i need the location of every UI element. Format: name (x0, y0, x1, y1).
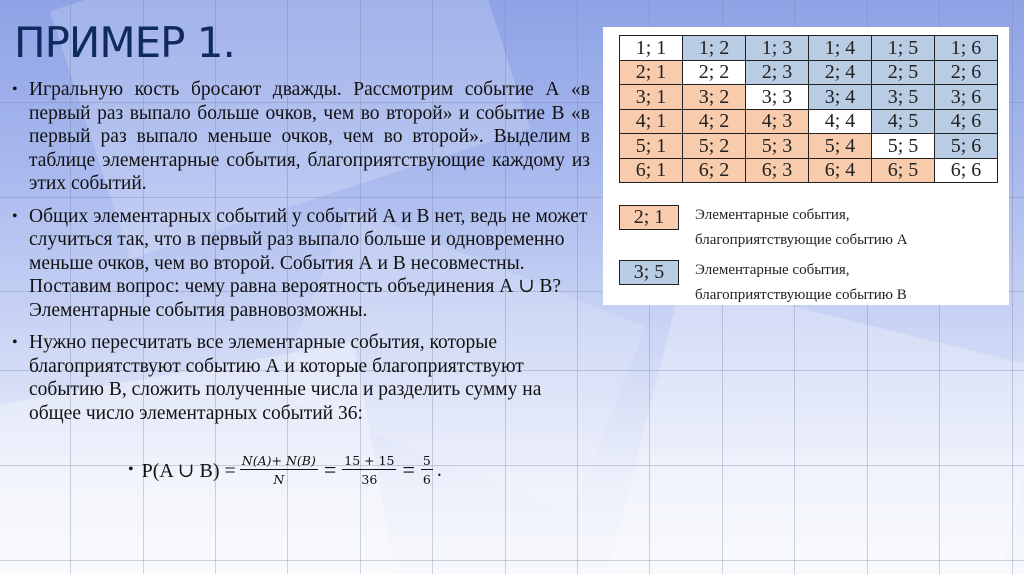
slide-title: ПРИМЕР 1. (14, 18, 235, 67)
outcome-cell: 2; 3 (746, 60, 809, 85)
fraction-result (421, 453, 433, 487)
fraction-n (240, 453, 318, 487)
fraction-values (342, 453, 396, 487)
outcome-cell: 3; 2 (683, 85, 746, 110)
legend-label-b-line2: благоприятствующие событию В (695, 286, 907, 303)
outcome-cell: 6; 4 (809, 158, 872, 183)
table-row (620, 134, 998, 159)
legend-event-a (619, 205, 908, 252)
outcome-cell: 1; 4 (809, 36, 872, 61)
table-row (620, 158, 998, 183)
outcome-cell: 1; 5 (872, 36, 935, 61)
legend-swatch-b: 3; 5 (619, 260, 679, 285)
outcome-cell: 5; 1 (620, 134, 683, 159)
fraction-result-denominator: 6 (422, 472, 431, 487)
fraction-n-numerator: N(A)+ N(B) (241, 453, 316, 468)
outcome-cell: 1; 2 (683, 36, 746, 61)
fraction-values-denominator: 36 (361, 472, 378, 487)
outcome-cell: 5; 2 (683, 134, 746, 159)
equals-sign: = (323, 457, 337, 482)
outcome-cell: 3; 4 (809, 85, 872, 110)
outcome-cell: 5; 6 (935, 134, 998, 159)
outcome-cell: 6; 1 (620, 158, 683, 183)
outcome-cell: 4; 2 (683, 109, 746, 134)
outcome-cell: 5; 5 (872, 134, 935, 159)
outcome-cell: 4; 1 (620, 109, 683, 134)
outcome-cell: 1; 1 (620, 36, 683, 61)
outcome-cell: 3; 6 (935, 85, 998, 110)
legend-label-b-line1: Элементарные события, (695, 262, 850, 278)
table-row (620, 109, 998, 134)
bullet-3: • Нужно пересчитать все элементарные события, которые благоприятствуют событию А и которые благоприятствуют событию В, сложить полученные числа и разделить сумму на общее число элементарных событий 36: (10, 331, 590, 425)
outcome-cell: 6; 3 (746, 158, 809, 183)
outcome-cell: 6; 5 (872, 158, 935, 183)
outcome-cell: 1; 6 (935, 36, 998, 61)
outcome-cell: 3; 5 (872, 85, 935, 110)
bullet-2: • Общих элементарных событий у событий А и В нет, ведь не может случиться так, что в первый раз выпало больше и одновременно меньше очков, чем во второй. События А и В несовместны. Поставим вопрос: чему равна вероятность объединения А ∪ В? Элементарные события равновозможны. (10, 205, 590, 323)
outcome-cell: 6; 2 (683, 158, 746, 183)
outcome-cell: 2; 1 (620, 60, 683, 85)
bullet-dot: • (128, 461, 134, 478)
formula-lhs: P(A ∪ B) = (141, 459, 236, 482)
legend-label-a-line1: Элементарные события, (695, 207, 850, 223)
table-row (620, 60, 998, 85)
outcome-cell: 2; 5 (872, 60, 935, 85)
bullet-1: • Игральную кость бросают дважды. Рассмотрим событие А «в первый раз выпало больше очков, чем во второй» и событие В «в первый раз выпало меньше очков, чем во второй». Выделим в таблице элементарные события, благоприятствующие каждому из этих событий. (10, 78, 590, 196)
outcome-cell: 4; 4 (809, 109, 872, 134)
fraction-values-numerator: 15 + 15 (344, 453, 395, 468)
dice-outcomes-panel (603, 27, 1009, 305)
legend-swatch-a: 2; 1 (619, 205, 679, 230)
table-row (620, 85, 998, 110)
outcome-cell: 1; 3 (746, 36, 809, 61)
probability-formula (128, 453, 442, 487)
fraction-result-numerator: 5 (422, 453, 431, 468)
outcome-cell: 2; 2 (683, 60, 746, 85)
legend-label-a-line2: благоприятствующие событию А (695, 231, 908, 248)
outcome-cell: 3; 3 (746, 85, 809, 110)
outcome-cell: 5; 4 (809, 134, 872, 159)
outcome-cell: 4; 3 (746, 109, 809, 134)
legend-event-b (619, 260, 907, 307)
formula-period: . (436, 458, 442, 481)
outcome-cell: 2; 4 (809, 60, 872, 85)
outcome-cell: 5; 3 (746, 134, 809, 159)
table-row (620, 36, 998, 61)
slide-body (10, 78, 590, 434)
legend-label-a (695, 203, 908, 252)
outcome-cell: 4; 5 (872, 109, 935, 134)
dice-outcomes-table (619, 35, 998, 183)
outcome-cell: 2; 6 (935, 60, 998, 85)
legend-label-b (695, 258, 907, 307)
fraction-n-denominator: N (273, 472, 285, 487)
equals-sign: = (402, 457, 415, 482)
outcome-cell: 4; 6 (935, 109, 998, 134)
outcome-cell: 6; 6 (935, 158, 998, 183)
outcome-cell: 3; 1 (620, 85, 683, 110)
